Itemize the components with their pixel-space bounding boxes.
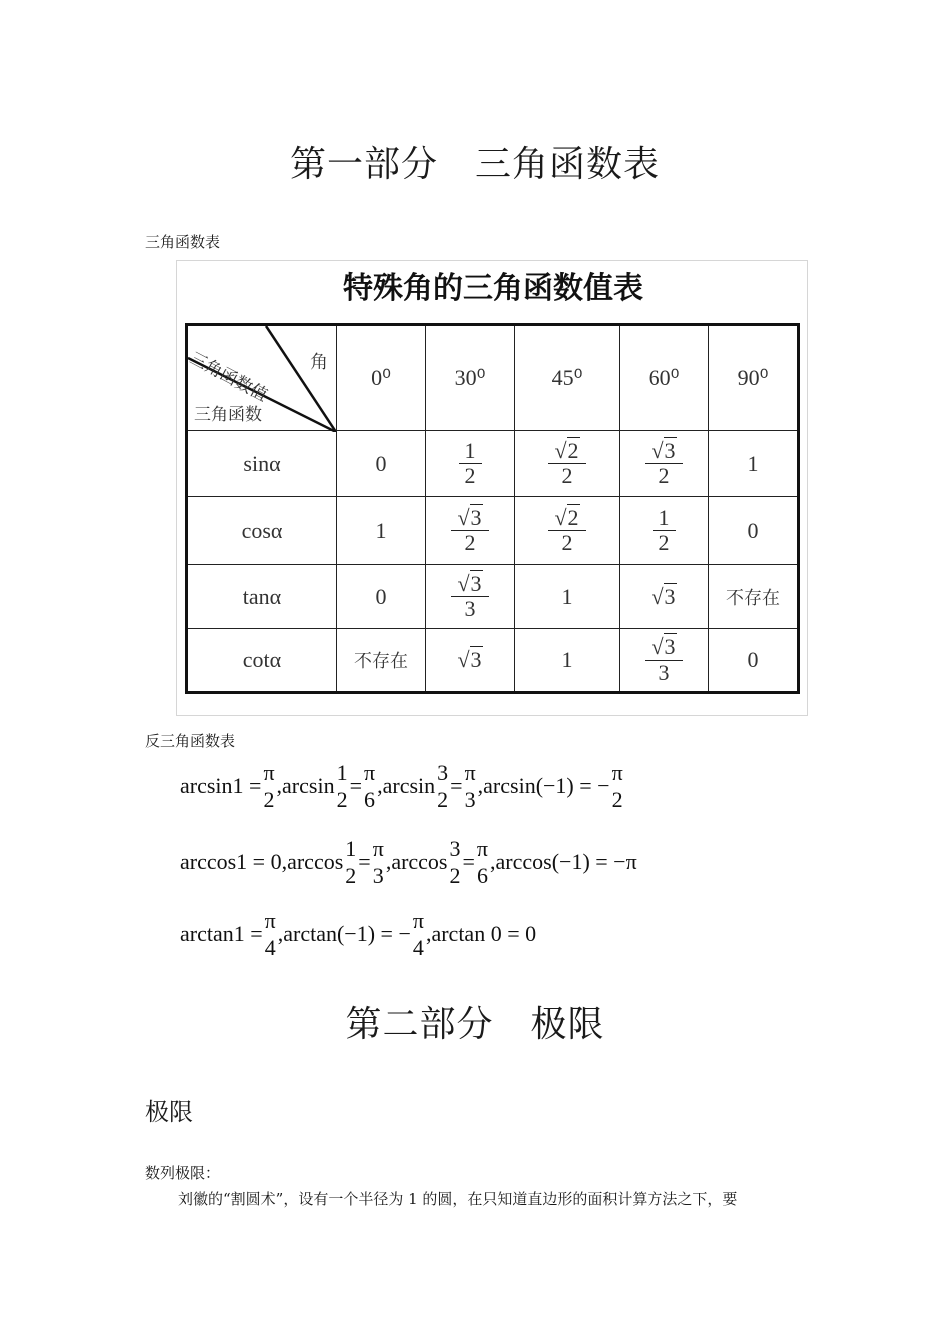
value-cell: 不存在 xyxy=(709,565,799,629)
formula-fraction: 1 2 xyxy=(336,759,348,812)
function-label: sinα xyxy=(187,431,337,497)
value-cell: 0 xyxy=(709,629,799,693)
square-root: √3 xyxy=(651,583,676,609)
value-cell xyxy=(426,629,515,693)
formula-text: arcsin1 = xyxy=(180,773,262,798)
table-row xyxy=(187,497,799,565)
table-row xyxy=(187,431,799,497)
function-label: cotα xyxy=(187,629,337,693)
formula-text: = xyxy=(358,849,371,874)
formula-fraction: π 2 xyxy=(611,759,623,812)
trig-values-table xyxy=(185,323,800,694)
formula-text: ,arcsin xyxy=(276,773,335,798)
angle-header: 60⁰ xyxy=(620,325,709,431)
limit-heading: 极限 xyxy=(145,1098,193,1126)
angle-header: 90⁰ xyxy=(709,325,799,431)
formula-fraction: 3 2 xyxy=(449,835,461,888)
fraction: $\frac{1}{2}$ xyxy=(459,439,482,488)
inverse-table-caption: 反三角函数表 xyxy=(145,732,236,750)
angle-header: 30⁰ xyxy=(426,325,515,431)
fraction: $\frac{1}{2}$ xyxy=(653,506,676,555)
formula-line-arccos xyxy=(180,832,637,892)
fraction: $\frac{√3}{3}$ xyxy=(451,572,488,621)
formula-fraction: π 2 xyxy=(263,759,275,812)
value-cell: 1 xyxy=(515,565,620,629)
formula-fraction: π 6 xyxy=(364,759,376,812)
formula-line-arctan xyxy=(180,904,536,964)
fraction: $\frac{√3}{2}$ xyxy=(645,439,682,488)
fraction: $\frac{√3}{3}$ xyxy=(645,635,682,684)
formula-fraction: 3 2 xyxy=(437,759,449,812)
header-diagonal-cell xyxy=(187,325,337,431)
value-cell xyxy=(620,565,709,629)
formula-text: = xyxy=(462,849,475,874)
fraction: $\frac{√2}{2}$ xyxy=(548,439,585,488)
formula-fraction: π 3 xyxy=(464,759,476,812)
header-value-label: 三角函数值 xyxy=(186,348,271,406)
sequence-limit-label: 数列极限： xyxy=(145,1164,221,1182)
value-cell xyxy=(620,497,709,565)
value-cell: 1 xyxy=(709,431,799,497)
angle-header: 0⁰ xyxy=(337,325,426,431)
function-label: cosα xyxy=(187,497,337,565)
part1-title: 第一部分 三角函数表 xyxy=(289,144,660,185)
header-func-label: 三角函数 xyxy=(194,405,262,425)
function-label: tanα xyxy=(187,565,337,629)
header-angle-label: 角 xyxy=(310,352,328,373)
fraction: $\frac{√3}{2}$ xyxy=(451,506,488,555)
value-cell xyxy=(426,565,515,629)
formula-text: = xyxy=(450,773,463,798)
fraction: $\frac{√2}{2}$ xyxy=(548,506,585,555)
body-paragraph: 刘徽的“割圆术”，设有一个半径为 1 的圆，在只知道直边形的面积计算方法之下，要 xyxy=(178,1190,738,1208)
table-row xyxy=(187,629,799,693)
formula-text: ,arcsin(−1) = − xyxy=(477,773,610,798)
value-cell: 0 xyxy=(337,565,426,629)
table-title: 特殊角的三角函数值表 xyxy=(343,271,643,306)
value-cell xyxy=(620,431,709,497)
formula-fraction: π 3 xyxy=(372,835,384,888)
table-row xyxy=(187,565,799,629)
formula-text: arccos1 = 0,arccos xyxy=(180,849,344,874)
value-cell: 1 xyxy=(515,629,620,693)
formula-line-arcsin xyxy=(180,756,625,816)
formula-text: ,arctan 0 = 0 xyxy=(425,921,537,946)
formula-fraction: 1 2 xyxy=(345,835,357,888)
formula-text: ,arccos xyxy=(385,849,448,874)
formula-text: ,arccos(−1) = −π xyxy=(490,849,637,874)
value-cell: 不存在 xyxy=(337,629,426,693)
value-cell: 0 xyxy=(709,497,799,565)
value-cell xyxy=(426,431,515,497)
value-cell xyxy=(426,497,515,565)
trig-table-caption: 三角函数表 xyxy=(145,233,221,251)
formula-text: arctan1 = xyxy=(180,921,263,946)
part2-title: 第二部分 极限 xyxy=(345,1004,605,1045)
formula-fraction: π 6 xyxy=(476,835,489,888)
value-cell xyxy=(620,629,709,693)
square-root: √3 xyxy=(457,647,482,672)
formula-text: ,arcsin xyxy=(377,773,436,798)
trig-table-figure xyxy=(176,260,808,716)
formula-text: = xyxy=(349,773,362,798)
formula-fraction: π 4 xyxy=(264,907,276,960)
formula-text: ,arctan(−1) = − xyxy=(277,921,411,946)
value-cell: 1 xyxy=(337,497,426,565)
angle-header: 45⁰ xyxy=(515,325,620,431)
formula-fraction: π 4 xyxy=(412,907,424,960)
value-cell xyxy=(515,431,620,497)
value-cell xyxy=(515,497,620,565)
value-cell: 0 xyxy=(337,431,426,497)
